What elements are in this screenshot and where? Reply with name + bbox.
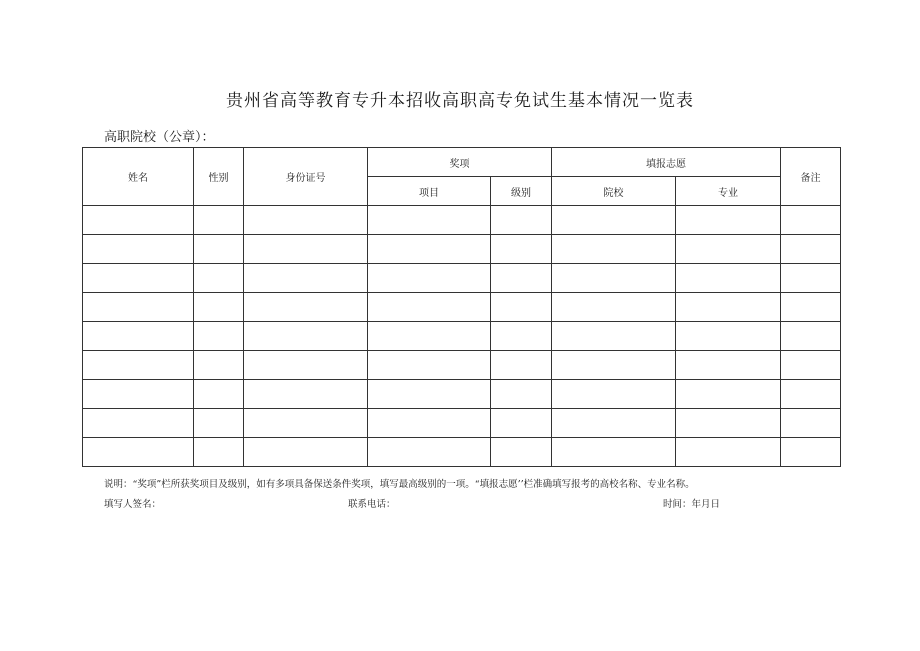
table-cell[interactable] (83, 351, 194, 380)
table-cell[interactable] (244, 264, 368, 293)
table-cell[interactable] (244, 235, 368, 264)
table-cell[interactable] (676, 438, 781, 467)
table-cell[interactable] (491, 264, 552, 293)
header-wish: 填报志愿 (552, 148, 781, 177)
header-award-item: 项目 (368, 177, 491, 206)
page-title: 贵州省高等教育专升本招收高职高专免试生基本情况一览表 (226, 91, 694, 111)
table-cell[interactable] (244, 351, 368, 380)
header-awards: 奖项 (368, 148, 552, 177)
info-table (82, 147, 841, 467)
table-cell[interactable] (491, 235, 552, 264)
table-row (83, 293, 841, 322)
table-cell[interactable] (676, 264, 781, 293)
table-cell[interactable] (781, 322, 841, 351)
table-cell[interactable] (552, 409, 676, 438)
table-cell[interactable] (781, 264, 841, 293)
school-label: 高职院校（公章）： (104, 130, 215, 145)
table-cell[interactable] (676, 380, 781, 409)
table-cell[interactable] (83, 235, 194, 264)
table-cell[interactable] (781, 438, 841, 467)
table-cell[interactable] (194, 293, 244, 322)
table-cell[interactable] (491, 293, 552, 322)
table-cell[interactable] (676, 235, 781, 264)
table-row (83, 438, 841, 467)
table-row (83, 206, 841, 235)
table-cell[interactable] (781, 409, 841, 438)
table-cell[interactable] (491, 351, 552, 380)
table-cell[interactable] (244, 409, 368, 438)
table-cell[interactable] (194, 322, 244, 351)
table-row (83, 351, 841, 380)
table-cell[interactable] (491, 322, 552, 351)
table-cell[interactable] (83, 264, 194, 293)
table-cell[interactable] (781, 235, 841, 264)
table-cell[interactable] (194, 206, 244, 235)
table-row (83, 264, 841, 293)
table-cell[interactable] (83, 293, 194, 322)
table-cell[interactable] (194, 235, 244, 264)
filler-signature-label: 填写人签名： (104, 499, 162, 510)
table-cell[interactable] (491, 409, 552, 438)
table-cell[interactable] (552, 264, 676, 293)
table-cell[interactable] (368, 351, 491, 380)
table-cell[interactable] (781, 351, 841, 380)
table-cell[interactable] (194, 438, 244, 467)
table-cell[interactable] (491, 380, 552, 409)
table-cell[interactable] (194, 264, 244, 293)
table-cell[interactable] (83, 206, 194, 235)
table-row (83, 380, 841, 409)
table-cell[interactable] (194, 351, 244, 380)
table-cell[interactable] (676, 322, 781, 351)
table-cell[interactable] (552, 380, 676, 409)
table-cell[interactable] (244, 438, 368, 467)
table-cell[interactable] (244, 322, 368, 351)
table-cell[interactable] (552, 438, 676, 467)
table-cell[interactable] (368, 322, 491, 351)
table-cell[interactable] (781, 206, 841, 235)
table-cell[interactable] (83, 322, 194, 351)
table-cell[interactable] (781, 293, 841, 322)
table-cell[interactable] (491, 438, 552, 467)
instructions-note: 说明：“奖项”栏所获奖项目及级别，如有多项具备保送条件奖项，填写最高级别的一项。“填报志愿’’栏准确填写报考的高校名称、专业名称。 (104, 479, 695, 490)
table-cell[interactable] (552, 351, 676, 380)
table-cell[interactable] (552, 293, 676, 322)
table-cell[interactable] (368, 438, 491, 467)
table-cell[interactable] (552, 322, 676, 351)
header-id-number: 身份证号 (244, 148, 368, 206)
table-cell[interactable] (244, 293, 368, 322)
table-row (83, 409, 841, 438)
table-cell[interactable] (552, 235, 676, 264)
header-wish-school: 院校 (552, 177, 676, 206)
table-cell[interactable] (368, 264, 491, 293)
table-cell[interactable] (781, 380, 841, 409)
table-cell[interactable] (676, 409, 781, 438)
table-cell[interactable] (676, 351, 781, 380)
table-cell[interactable] (368, 293, 491, 322)
table-cell[interactable] (368, 409, 491, 438)
header-award-level: 级别 (491, 177, 552, 206)
table-cell[interactable] (244, 380, 368, 409)
table-cell[interactable] (194, 380, 244, 409)
table-row (83, 235, 841, 264)
header-wish-major: 专业 (676, 177, 781, 206)
table-cell[interactable] (83, 438, 194, 467)
table-cell[interactable] (676, 293, 781, 322)
table-cell[interactable] (676, 206, 781, 235)
table-cell[interactable] (83, 409, 194, 438)
header-remarks: 备注 (781, 148, 841, 206)
table-cell[interactable] (368, 235, 491, 264)
table-cell[interactable] (194, 409, 244, 438)
table-cell[interactable] (552, 206, 676, 235)
table-cell[interactable] (368, 206, 491, 235)
table-cell[interactable] (83, 380, 194, 409)
table-row (83, 322, 841, 351)
header-gender: 性别 (194, 148, 244, 206)
contact-phone-label: 联系电话： (348, 499, 396, 510)
table-body (83, 206, 841, 467)
date-label: 时间：年月日 (663, 499, 721, 510)
header-name: 姓名 (83, 148, 194, 206)
table-cell[interactable] (491, 206, 552, 235)
table-cell[interactable] (368, 380, 491, 409)
table-cell[interactable] (244, 206, 368, 235)
